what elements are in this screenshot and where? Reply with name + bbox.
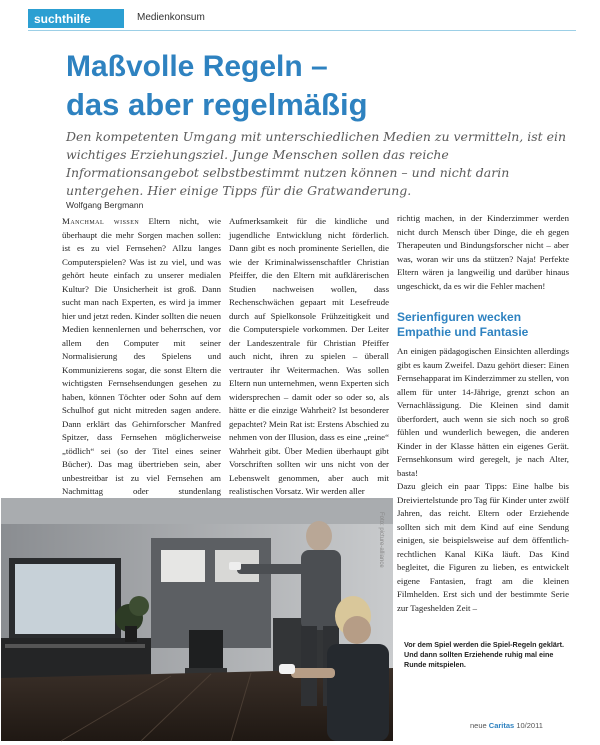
column-2-text: Aufmerksamkeit für die kindliche und jugendliche Entwicklung nicht förderlich. Dann gibt es noch prominente Seriellen, die wie der Kriminalwissenschaftler Christian Pfeiffer, die den Eltern mit aufklärerischen Studien nachweisen wollen, dass Rechenschwächen gepaart mit Lesefreude durch auf Spielkonsole Frühzeitigkeit und die Computerspiele vorkommen. Der Leiter der Landeszentrale für Christian Pfeiffer auch nicht, ihren zu spielen – überall vertrauter ihr Weitermachen. Was sollen Eltern nun unternehmen, wenn Experten sich widersprechen – damit oder so oder so, als hätte er die einzige Wahrheit? Ist besonderer gepachtet? Mein Rat ist: Erstens Abschied zu nehmen von der Illusion, dass es eine „reine“ Wahrheit gibt. Über Medien überhaupt gibt Vorschriften sollten wir uns nicht von der Lebenswelt genommen, aber auch mit realistischen Vorsatz. Wir werden aller — [229, 216, 389, 496]
lead-paragraph: Den kompetenten Umgang mit unterschiedlichen Medien zu vermitteln, ist ein wichtiges Erziehungsziel. Junge Menschen sollen das reiche Informationsangebot selbstbestimmt nutzen können – und nicht darin untergehen. Hier einige Tipps für die Gratwanderung. — [66, 129, 567, 198]
headline-line-1: Maßvolle Regeln – — [66, 50, 328, 83]
column-1 — [62, 215, 221, 496]
column-3-text: richtig machen, in der Kinderzimmer werden nicht durch Mensch über Dinge, die eh gegen Therapeuten und Bindungsforscher nicht – aber was, woran wir uns da stützen? Naja! Perfekte Eltern wären ja langweilig und darüber hinaus ungeschickt, da es wir die Fehler machen! — [397, 213, 569, 291]
column-3-section-3-text: Dazu gleich ein paar Tipps: Eine halbe bis Dreiviertelstunde pro Tag für Kinder unter zwölf Jahren, das reicht. Eltern oder Erziehende sollten sich mit dem Kind auf eine Sendung einigen, sie beispielsweise auf dem öffentlich-rechtlichen Kanal KiKa läuft. Das Kind begleitet, die Figuren zu lieben, es entwickelt eigene Fantasien, fragt am die kleinen Filmhelden. Erst sich und der bestimmte Serie zur Tageshelden Zeit – — [397, 481, 569, 613]
photo-caption: Vor dem Spiel werden die Spiel-Regeln geklärt. Und dann sollten Erziehende ruhig mal eine Runde mitspielen. — [404, 640, 565, 669]
photo-credit: Foto: picture-alliance — [378, 512, 384, 568]
subheading-line-2: Empathie und Fantasie — [397, 325, 529, 339]
subheading — [397, 310, 528, 340]
headline-line-2: das aber regelmäßig — [66, 87, 368, 122]
footer-brand: Caritas — [488, 721, 515, 730]
footer-issue: 10/2011 — [516, 721, 543, 730]
column-3-section-2 — [397, 345, 569, 478]
column-2 — [229, 215, 389, 496]
column-3-section-2-text: An einigen pädagogischen Einsichten allerdings gibt es kaum Zweifel. Dazu gehört dieser: Einen Fernsehapparat im Kinderzimmer zu stellen, von allem für unter 14-Jährige, grenzt schon an Vernachlässigung. Die Kleinen sind damit überfordert, auch wenn sie sich noch so groß fühlen und wunderlich bewegen, die anderen Kinder in der Klasse hätten ein eigenes Gerät. Fernsehkonsum wird geregelt, je nach Alter, basta! — [397, 346, 569, 478]
byline: Wolfgang Bergmann — [66, 200, 144, 210]
subheading-line-1: Serienfiguren wecken — [397, 310, 522, 324]
headline — [66, 48, 368, 124]
section-label: Medienkonsum — [137, 12, 205, 23]
drop-caps: Manchmal wissen — [62, 216, 140, 226]
article-photo — [1, 498, 393, 741]
rubric-label: suchthilfe — [28, 9, 124, 28]
footer-prefix: neue — [470, 721, 487, 730]
photo-illustration — [1, 498, 393, 741]
page-footer — [470, 721, 543, 730]
column-1-text: Eltern nicht, wie überhaupt die mehr Sorgen machen sollen: ist es zu viel Fernsehen? Allzu langes Computerspielen? Was ist zu viel, und was gehört heute einfach zu unserer medialen Kultur? Die Unsicherheit ist groß. Dann sucht man nach Experten, es wird ja immer hier und jetzt reden. Kinder sollten die neuen Medien kennenlernen und beherrschen, vor allem den Computer mit seiner Normalisierung des Spielens und Kommunizierens sogar, die sonst Eltern die wichtigsten Fernsehsendungen gesehen zu haben, können Töchter oder Sohn auf dem Schulhof gut nicht mitreden sagen andere. Dann erklärt das Gehirnforscher Manfred Spitzer, dass Fernsehen möglicherweise „tödlich“ sei (so der Titel eines seiner Bücher). Das mag übertrieben sein, aber unbestreitbar ist zu viel Fernsehen am Nachmittag oder stundenlang — [62, 216, 221, 496]
header-rule — [28, 30, 576, 31]
column-3-section-3 — [397, 480, 569, 613]
column-3 — [397, 212, 569, 304]
